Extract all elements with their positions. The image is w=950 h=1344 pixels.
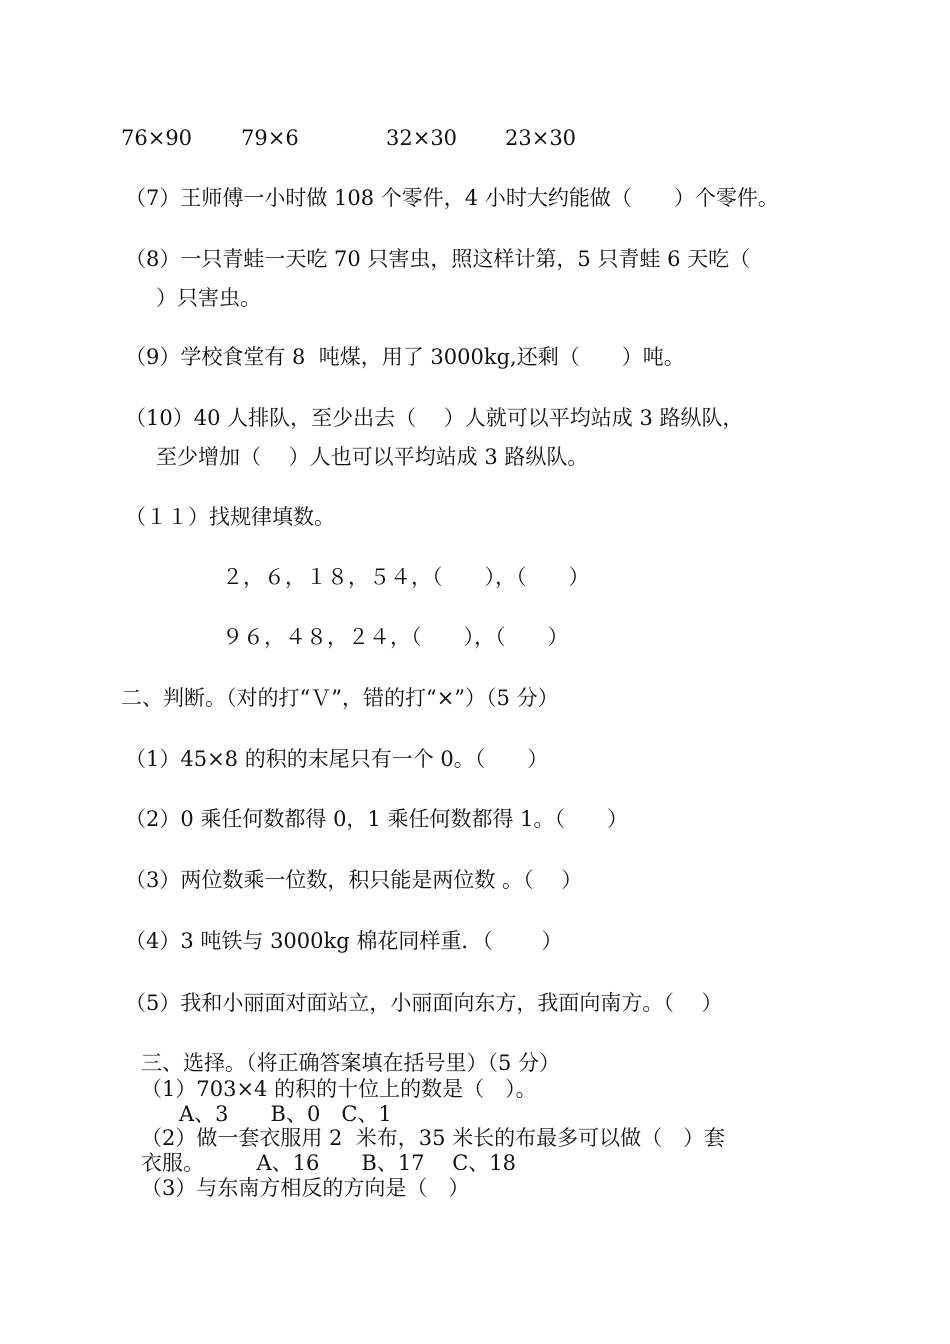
calc-item-3: 32×30	[386, 126, 458, 150]
choice-question-2-line-2: 衣服。 A、16 B、17 C、18	[141, 1151, 517, 1175]
question-8-line-1: （8）一只青蛙一天吃 70 只害虫，照这样计第，5 只青蛙 6 天吃（	[125, 247, 751, 271]
calc-item-1: 76×90	[121, 126, 193, 150]
choice-question-1-options: A、3 B、0 C、1	[179, 1102, 392, 1126]
calc-item-2: 79×6	[241, 126, 299, 150]
judge-item-3: （3）两位数乘一位数，积只能是两位数 。（ ）	[125, 868, 583, 892]
judge-item-1: （1）45×8 的积的末尾只有一个 0。（ ）	[125, 747, 549, 771]
calc-item-4: 23×30	[505, 126, 577, 150]
question-10-line-1: （10）40 人排队，至少出去（ ）人就可以平均站成 3 路纵队，	[125, 406, 744, 430]
section-3-title: 三、选择。（将正确答案填在括号里）（5 分）	[141, 1051, 561, 1075]
question-10-line-2: 至少增加（ ）人也可以平均站成 3 路纵队。	[156, 445, 589, 469]
judge-item-4: （4）3 吨铁与 3000kg 棉花同样重．（ ）	[125, 929, 563, 953]
judge-item-5: （5）我和小丽面对面站立，小丽面向东方，我面向南方。（ ）	[125, 991, 723, 1015]
question-11-sequence-1: ２，６，１８，５４，（ ），（ ）	[222, 565, 590, 589]
question-11-title: （１１）找规律填数。	[125, 505, 335, 529]
choice-question-3: （3）与东南方相反的方向是（ ）	[141, 1176, 470, 1200]
question-8-line-2: ）只害虫。	[156, 286, 261, 310]
choice-question-1: （1）703×4 的积的十位上的数是（ ）。	[141, 1077, 537, 1101]
section-2-title: 二、判断。（对的打“Ｖ”，错的打“×”）（5 分）	[121, 686, 559, 710]
question-7: （7）王师傅一小时做 108 个零件，4 小时大约能做（ ）个零件。	[125, 186, 779, 210]
question-11-sequence-2: ９６，４８，２４，（ ），（ ）	[222, 625, 569, 649]
question-9: （9）学校食堂有 8 吨煤，用了 3000kg,还剩（ ）吨。	[125, 345, 685, 369]
judge-item-2: （2）0 乘任何数都得 0，1 乘任何数都得 1。（ ）	[125, 807, 629, 831]
choice-question-2-line-1: （2）做一套衣服用 2 米布，35 米长的布最多可以做（ ）套	[141, 1126, 726, 1150]
